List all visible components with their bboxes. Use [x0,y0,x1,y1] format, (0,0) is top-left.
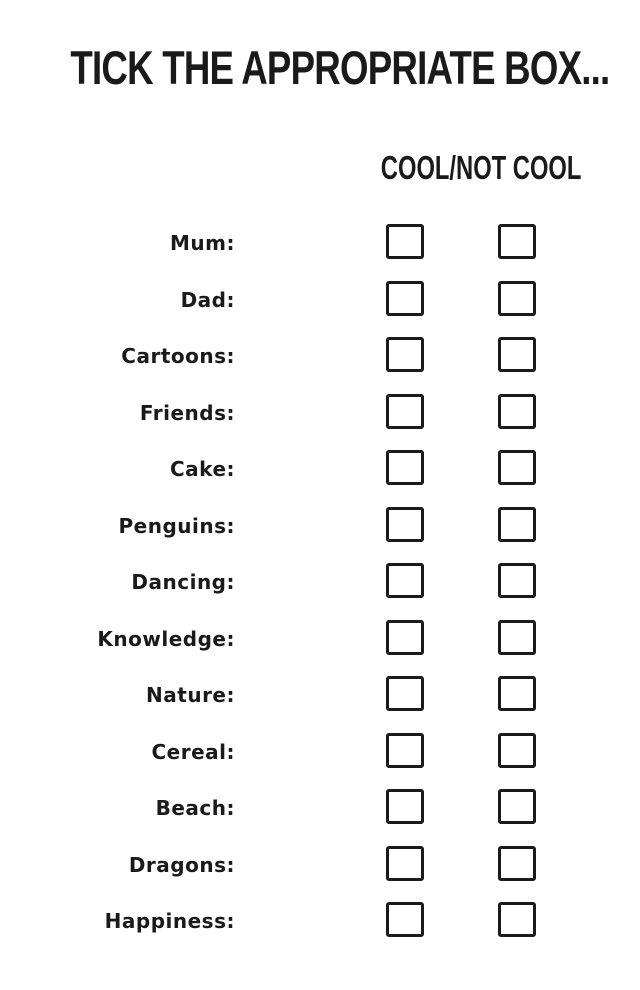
checklist-row [0,277,640,334]
checklist [0,220,640,955]
row-label: Mum: [170,231,235,255]
not-cool-checkbox[interactable] [498,224,536,259]
not-cool-checkbox[interactable] [498,846,536,881]
row-label: Cake: [170,457,235,481]
checklist-row [0,503,640,560]
row-label: Dragons: [128,852,235,877]
row-label: Nature: [146,683,235,707]
checklist-row [0,672,640,729]
row-label: Cartoons: [121,344,235,368]
cool-checkbox[interactable] [386,507,424,542]
checklist-row [0,729,640,786]
row-label: Cereal: [151,739,235,764]
cool-checkbox[interactable] [386,789,424,824]
not-cool-checkbox[interactable] [498,620,536,655]
not-cool-checkbox[interactable] [498,450,536,485]
not-cool-checkbox[interactable] [498,676,536,711]
row-label: Dad: [180,287,235,312]
cool-checkbox[interactable] [386,620,424,655]
cool-checkbox[interactable] [386,281,424,316]
checklist-row [0,559,640,616]
row-label: Friends: [139,400,235,425]
cool-checkbox[interactable] [386,450,424,485]
checklist-row [0,785,640,842]
row-label: Dancing: [131,570,235,594]
checklist-row [0,390,640,447]
checklist-row [0,616,640,673]
not-cool-checkbox[interactable] [498,281,536,316]
row-label: Happiness: [104,909,235,933]
checklist-row [0,842,640,899]
cool-checkbox[interactable] [386,902,424,937]
row-label: Knowledge: [97,626,235,651]
checklist-row [0,220,640,277]
not-cool-checkbox[interactable] [498,337,536,372]
checklist-row [0,446,640,503]
cool-checkbox[interactable] [386,733,424,768]
row-label: Penguins: [118,513,235,538]
columns-header: COOL/NOT COOL [380,149,582,186]
not-cool-checkbox[interactable] [498,789,536,824]
cool-checkbox[interactable] [386,224,424,259]
not-cool-checkbox[interactable] [498,394,536,429]
not-cool-checkbox[interactable] [498,563,536,598]
not-cool-checkbox[interactable] [498,902,536,937]
cool-checkbox[interactable] [386,846,424,881]
cool-checkbox[interactable] [386,394,424,429]
page-title: TICK THE APPROPRIATE BOX... [70,41,610,94]
row-label: Beach: [155,796,235,820]
checklist-row [0,333,640,390]
not-cool-checkbox[interactable] [498,733,536,768]
not-cool-checkbox[interactable] [498,507,536,542]
cool-checkbox[interactable] [386,563,424,598]
checklist-row [0,898,640,955]
cool-checkbox[interactable] [386,676,424,711]
cool-checkbox[interactable] [386,337,424,372]
